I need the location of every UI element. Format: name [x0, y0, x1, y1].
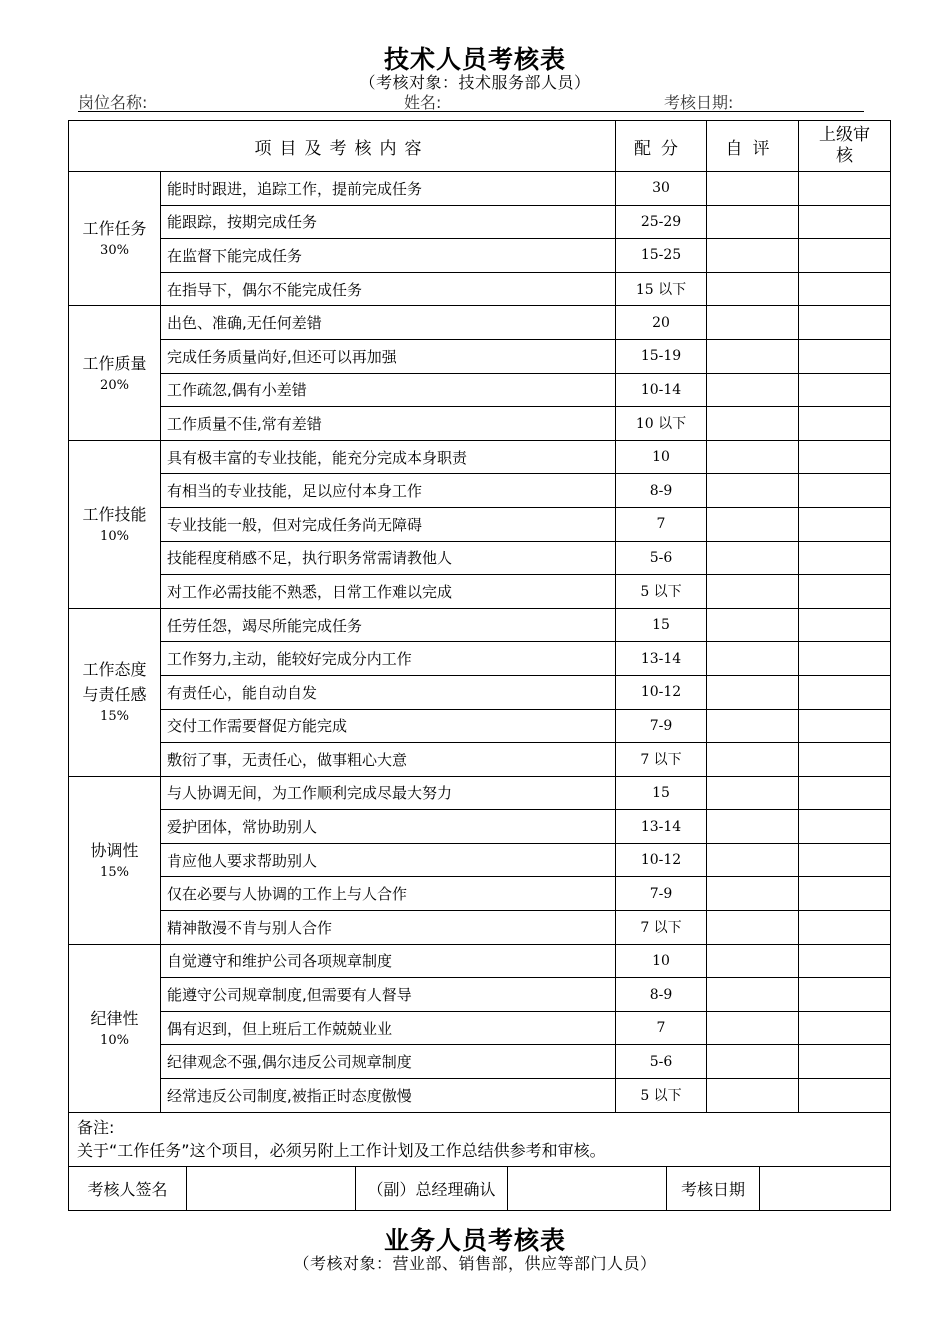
self-evaluation-cell[interactable] [707, 944, 799, 978]
criteria-text: 具有极丰富的专业技能，能充分完成本身职责 [161, 440, 616, 474]
category-name: 工作任务 [82, 219, 147, 239]
self-evaluation-cell[interactable] [707, 608, 799, 642]
header-item: 项目及考核内容 [69, 121, 616, 172]
table-row [69, 339, 891, 373]
self-evaluation-cell[interactable] [707, 642, 799, 676]
self-evaluation-cell[interactable] [707, 843, 799, 877]
self-evaluation-cell[interactable] [707, 776, 799, 810]
remarks-label: 备注: [77, 1117, 115, 1137]
criteria-text: 工作疏忽,偶有小差错 [161, 373, 616, 407]
superior-review-cell[interactable] [799, 541, 891, 575]
superior-review-cell[interactable] [799, 339, 891, 373]
score-range: 7-9 [616, 709, 707, 743]
table-header [69, 121, 891, 172]
category-name: 与责任感 [82, 685, 147, 705]
category-name: 工作质量 [82, 353, 147, 373]
table-row [69, 575, 891, 609]
header-score: 配分 [616, 121, 707, 172]
criteria-text: 专业技能一般，但对完成任务尚无障碍 [161, 507, 616, 541]
category-cell [69, 172, 161, 306]
self-evaluation-cell[interactable] [707, 911, 799, 945]
self-evaluation-cell[interactable] [707, 407, 799, 441]
score-range: 7 [616, 1011, 707, 1045]
self-evaluation-cell[interactable] [707, 205, 799, 239]
superior-review-cell[interactable] [799, 407, 891, 441]
self-evaluation-cell[interactable] [707, 1045, 799, 1079]
superior-review-cell[interactable] [799, 373, 891, 407]
superior-review-cell[interactable] [799, 743, 891, 777]
superior-review-cell[interactable] [799, 810, 891, 844]
table-row [69, 675, 891, 709]
table-row [69, 205, 891, 239]
score-range: 7 [616, 507, 707, 541]
signature-row [69, 1166, 891, 1210]
score-range: 15-25 [616, 239, 707, 273]
criteria-text: 交付工作需要督促方能完成 [161, 709, 616, 743]
superior-review-cell[interactable] [799, 911, 891, 945]
table-row [69, 440, 891, 474]
table-row [69, 776, 891, 810]
table-row [69, 407, 891, 441]
score-range: 7-9 [616, 877, 707, 911]
header-superior [799, 121, 891, 172]
table-row [69, 642, 891, 676]
reviewer-signature-label: 考核人签名 [87, 1179, 168, 1199]
superior-review-cell[interactable] [799, 239, 891, 273]
self-evaluation-cell[interactable] [707, 1011, 799, 1045]
remarks-text: 关于“工作任务”这个项目，必须另附上工作计划及工作总结供参考和审核。 [77, 1140, 606, 1160]
criteria-text: 对工作必需技能不熟悉，日常工作难以完成 [161, 575, 616, 609]
table-row [69, 810, 891, 844]
score-range: 8-9 [616, 978, 707, 1012]
table-row [69, 1079, 891, 1113]
score-range: 30 [616, 172, 707, 206]
assessment-table [68, 120, 891, 1211]
superior-review-cell[interactable] [799, 1011, 891, 1045]
superior-review-cell[interactable] [799, 608, 891, 642]
superior-review-cell[interactable] [799, 575, 891, 609]
table-row [69, 507, 891, 541]
table-row [69, 272, 891, 306]
score-range: 20 [616, 306, 707, 340]
criteria-text: 自觉遵守和维护公司各项规章制度 [161, 944, 616, 978]
remarks-row [69, 1112, 891, 1166]
criteria-text: 敷衍了事，无责任心，做事粗心大意 [161, 743, 616, 777]
criteria-text: 仅在必要与人协调的工作上与人合作 [161, 877, 616, 911]
table-row [69, 1045, 891, 1079]
self-evaluation-cell[interactable] [707, 373, 799, 407]
next-form-title: 业务人员考核表 [383, 1226, 566, 1255]
superior-review-cell[interactable] [799, 978, 891, 1012]
table-row [69, 541, 891, 575]
self-evaluation-cell[interactable] [707, 339, 799, 373]
criteria-text: 有责任心，能自动自发 [161, 675, 616, 709]
category-cell [69, 776, 161, 944]
category-name: 工作态度 [82, 660, 147, 680]
superior-review-cell[interactable] [799, 474, 891, 508]
superior-review-cell[interactable] [799, 642, 891, 676]
self-evaluation-cell[interactable] [707, 507, 799, 541]
table-row [69, 944, 891, 978]
superior-review-cell[interactable] [799, 205, 891, 239]
self-evaluation-cell[interactable] [707, 675, 799, 709]
self-evaluation-cell[interactable] [707, 743, 799, 777]
self-evaluation-cell[interactable] [707, 440, 799, 474]
criteria-text: 工作质量不佳,常有差错 [161, 407, 616, 441]
table-row [69, 608, 891, 642]
self-evaluation-cell[interactable] [707, 978, 799, 1012]
score-range: 15 以下 [616, 272, 707, 306]
self-evaluation-cell[interactable] [707, 1079, 799, 1113]
criteria-text: 工作努力,主动，能较好完成分内工作 [161, 642, 616, 676]
category-name: 协调性 [90, 840, 139, 860]
score-range: 10 以下 [616, 407, 707, 441]
self-evaluation-cell[interactable] [707, 541, 799, 575]
name-label: 姓名: [404, 93, 442, 112]
superior-review-cell[interactable] [799, 440, 891, 474]
table-row [69, 474, 891, 508]
signature-table [69, 1167, 894, 1210]
score-range: 5 以下 [616, 1079, 707, 1113]
signature-container [69, 1166, 891, 1210]
date-label: 考核日期: [664, 93, 734, 112]
category-name: 工作技能 [82, 504, 147, 524]
category-cell [69, 306, 161, 440]
self-evaluation-cell[interactable] [707, 306, 799, 340]
superior-review-cell[interactable] [799, 675, 891, 709]
superior-review-cell[interactable] [799, 843, 891, 877]
superior-review-cell[interactable] [799, 776, 891, 810]
superior-review-cell[interactable] [799, 306, 891, 340]
remarks-cell [69, 1112, 891, 1166]
category-cell [69, 608, 161, 776]
score-range: 15 [616, 776, 707, 810]
superior-review-cell[interactable] [799, 272, 891, 306]
criteria-text: 在指导下，偶尔不能完成任务 [161, 272, 616, 306]
table-row [69, 239, 891, 273]
score-range: 5-6 [616, 1045, 707, 1079]
criteria-text: 完成任务质量尚好,但还可以再加强 [161, 339, 616, 373]
criteria-text: 在监督下能完成任务 [161, 239, 616, 273]
score-range: 10 [616, 944, 707, 978]
table-row [69, 877, 891, 911]
position-label: 岗位名称: [78, 93, 148, 112]
next-form-subtitle: （考核对象：营业部、销售部，供应等部门人员） [293, 1254, 657, 1273]
score-range: 5 以下 [616, 575, 707, 609]
criteria-text: 出色、准确,无任何差错 [161, 306, 616, 340]
score-range: 10-12 [616, 843, 707, 877]
criteria-text: 偶有迟到，但上班后工作兢兢业业 [161, 1011, 616, 1045]
self-evaluation-cell[interactable] [707, 272, 799, 306]
header-self: 自评 [707, 121, 799, 172]
criteria-text: 与人协调无间，为工作顺利完成尽最大努力 [161, 776, 616, 810]
score-range: 10-14 [616, 373, 707, 407]
assessment-table-body [69, 121, 891, 1211]
superior-review-cell[interactable] [799, 877, 891, 911]
score-range: 15 [616, 608, 707, 642]
table-row [69, 172, 891, 206]
manager-confirm-label: （副）总经理确认 [356, 1167, 508, 1210]
self-evaluation-cell[interactable] [707, 810, 799, 844]
review-date-field[interactable] [760, 1167, 895, 1210]
table-row [69, 373, 891, 407]
table-row [69, 743, 891, 777]
superior-review-cell[interactable] [799, 507, 891, 541]
category-cell [69, 944, 161, 1112]
category-weight: 20% [100, 377, 129, 393]
info-line [78, 90, 864, 112]
reviewer-signature-field[interactable] [187, 1167, 356, 1210]
table-row [69, 306, 891, 340]
signature-cells [69, 1167, 894, 1210]
review-date-label: 考核日期 [667, 1167, 760, 1210]
score-range: 5-6 [616, 541, 707, 575]
score-range: 25-29 [616, 205, 707, 239]
score-range: 15-19 [616, 339, 707, 373]
self-evaluation-cell[interactable] [707, 575, 799, 609]
manager-confirm-field[interactable] [508, 1167, 667, 1210]
table-row [69, 911, 891, 945]
self-evaluation-cell[interactable] [707, 172, 799, 206]
table-row [69, 978, 891, 1012]
self-evaluation-cell[interactable] [707, 709, 799, 743]
criteria-text: 爱护团体，常协助别人 [161, 810, 616, 844]
category-cell [69, 440, 161, 608]
score-range: 13-14 [616, 642, 707, 676]
category-name: 纪律性 [90, 1008, 139, 1028]
criteria-text: 纪律观念不强,偶尔违反公司规章制度 [161, 1045, 616, 1079]
table-row [69, 843, 891, 877]
criteria-text: 经常违反公司制度,被指正时态度傲慢 [161, 1079, 616, 1113]
score-range: 7 以下 [616, 911, 707, 945]
superior-review-cell[interactable] [799, 172, 891, 206]
category-weight: 15% [100, 864, 129, 880]
criteria-text: 能跟踪，按期完成任务 [161, 205, 616, 239]
superior-review-cell[interactable] [799, 1045, 891, 1079]
criteria-text: 精神散漫不肯与别人合作 [161, 911, 616, 945]
form-title: 技术人员考核表 [383, 45, 566, 74]
criteria-text: 肯应他人要求帮助别人 [161, 843, 616, 877]
category-weight: 30% [100, 243, 129, 259]
score-range: 10-12 [616, 675, 707, 709]
score-range: 8-9 [616, 474, 707, 508]
criteria-text: 技能程度稍感不足，执行职务常需请教他人 [161, 541, 616, 575]
score-range: 13-14 [616, 810, 707, 844]
header-superior-text: 上级审核 [819, 125, 870, 166]
criteria-text: 能遵守公司规章制度,但需要有人督导 [161, 978, 616, 1012]
score-range: 7 以下 [616, 743, 707, 777]
table-row [69, 709, 891, 743]
criteria-text: 能时时跟进，追踪工作，提前完成任务 [161, 172, 616, 206]
form-subtitle: （考核对象：技术服务部人员） [359, 73, 591, 92]
score-range: 10 [616, 440, 707, 474]
superior-review-cell[interactable] [799, 1079, 891, 1113]
superior-review-cell[interactable] [799, 944, 891, 978]
self-evaluation-cell[interactable] [707, 877, 799, 911]
criteria-text: 有相当的专业技能，足以应付本身工作 [161, 474, 616, 508]
criteria-text: 任劳任怨，竭尽所能完成任务 [161, 608, 616, 642]
self-evaluation-cell[interactable] [707, 474, 799, 508]
self-evaluation-cell[interactable] [707, 239, 799, 273]
category-weight: 15% [100, 709, 129, 725]
table-row [69, 1011, 891, 1045]
category-weight: 10% [100, 1032, 129, 1048]
superior-review-cell[interactable] [799, 709, 891, 743]
category-weight: 10% [100, 528, 129, 544]
